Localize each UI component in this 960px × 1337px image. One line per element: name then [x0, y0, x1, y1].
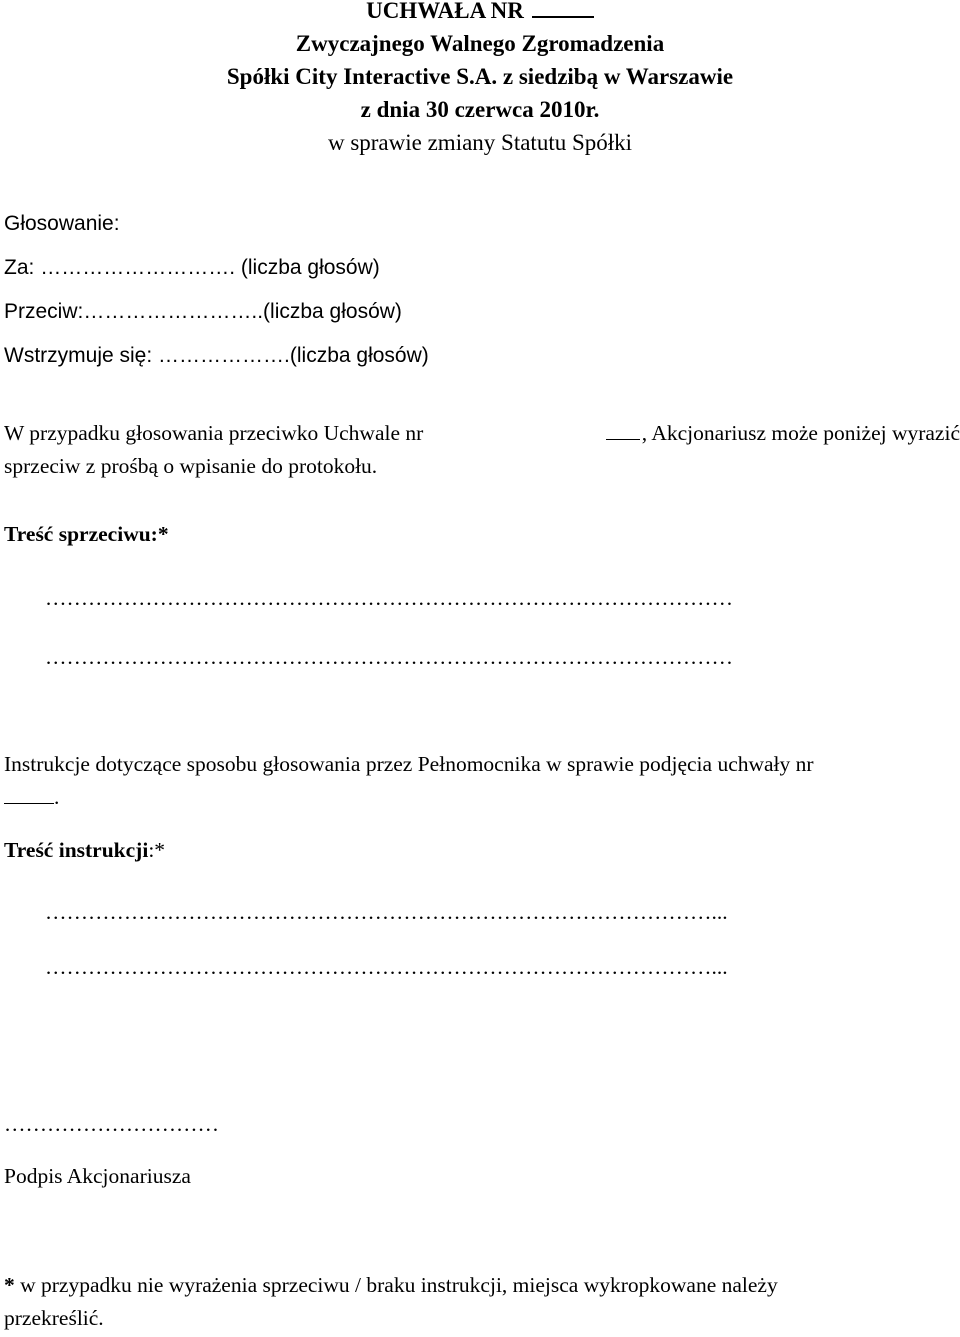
resolution-number-blank [532, 0, 594, 18]
objection-text-part2: , Akcjonariusz może poniżej wyrazić [641, 421, 960, 445]
instructions-resolution-number-blank[interactable] [4, 785, 54, 804]
vote-for-suffix: (liczba głosów) [240, 256, 380, 279]
instructions-heading [4, 838, 165, 863]
signature-label: Podpis Akcjonariusza [4, 1164, 191, 1188]
vote-for-row [4, 256, 380, 280]
document-header [0, 0, 960, 159]
meeting-date: z dnia 30 czerwca 2010r. [360, 97, 600, 122]
footnote-star: * [4, 1273, 15, 1297]
instructions-text-line1: Instrukcje dotyczące sposobu głosowania przez Pełnomocnika w sprawie podjęcia uchwały nr [4, 752, 814, 776]
instructions-heading-suffix: :* [148, 838, 166, 862]
instructions-text-line2 [4, 785, 59, 810]
voting-title: Głosowanie: [4, 212, 120, 235]
objection-resolution-number-blank[interactable] [606, 421, 640, 440]
instructions-dotline-1[interactable]: …………………………………………………………………………………... [45, 900, 728, 924]
vote-for-field[interactable]: ………………………. [40, 256, 236, 279]
resolution-number-line [0, 0, 960, 27]
resolution-subject: w sprawie zmiany Statutu Spółki [327, 130, 633, 155]
vote-abstain-suffix: (liczba głosów) [289, 344, 429, 367]
vote-for-label: Za: [4, 256, 35, 279]
vote-against-suffix: (liczba głosów) [263, 300, 402, 323]
objection-heading: Treść sprzeciwu:* [4, 522, 169, 546]
objection-number-row [604, 421, 960, 446]
footnote-line1 [4, 1273, 778, 1298]
vote-abstain-row [4, 344, 429, 368]
resolution-title: UCHWAŁA NR [366, 0, 524, 23]
vote-against-label: Przeciw: [4, 300, 84, 323]
objection-text-part1: W przypadku głosowania przeciwko Uchwale nr [4, 421, 424, 445]
vote-abstain-label: Wstrzymuje się: [4, 344, 153, 367]
company-name: Spółki City Interactive S.A. z siedzibą w Warszawie [226, 64, 734, 89]
objection-dotline-1[interactable]: …………………………………………………………………………………… [45, 586, 733, 610]
instructions-heading-bold: Treść instrukcji [4, 838, 149, 862]
objection-text-line2: sprzeciw z prośbą o wpisanie do protokołu. [4, 454, 378, 478]
vote-against-field[interactable]: …………………….. [83, 300, 264, 323]
footnote-text-line1: w przypadku nie wyrażenia sprzeciwu / braku instrukcji, miejsca wykropkowane należy [14, 1273, 778, 1297]
instructions-text-suffix: . [54, 785, 60, 809]
objection-text-line1 [4, 421, 960, 446]
assembly-name: Zwyczajnego Walnego Zgromadzenia [295, 31, 665, 56]
instructions-dotline-2[interactable]: …………………………………………………………………………………... [45, 955, 728, 979]
objection-dotline-2[interactable]: …………………………………………………………………………………… [45, 645, 733, 669]
signature-field[interactable]: ………………………… [4, 1112, 219, 1136]
vote-against-row [4, 300, 402, 324]
footnote-text-line2: przekreślić. [4, 1306, 104, 1330]
vote-abstain-field[interactable]: ………………. [158, 344, 290, 367]
